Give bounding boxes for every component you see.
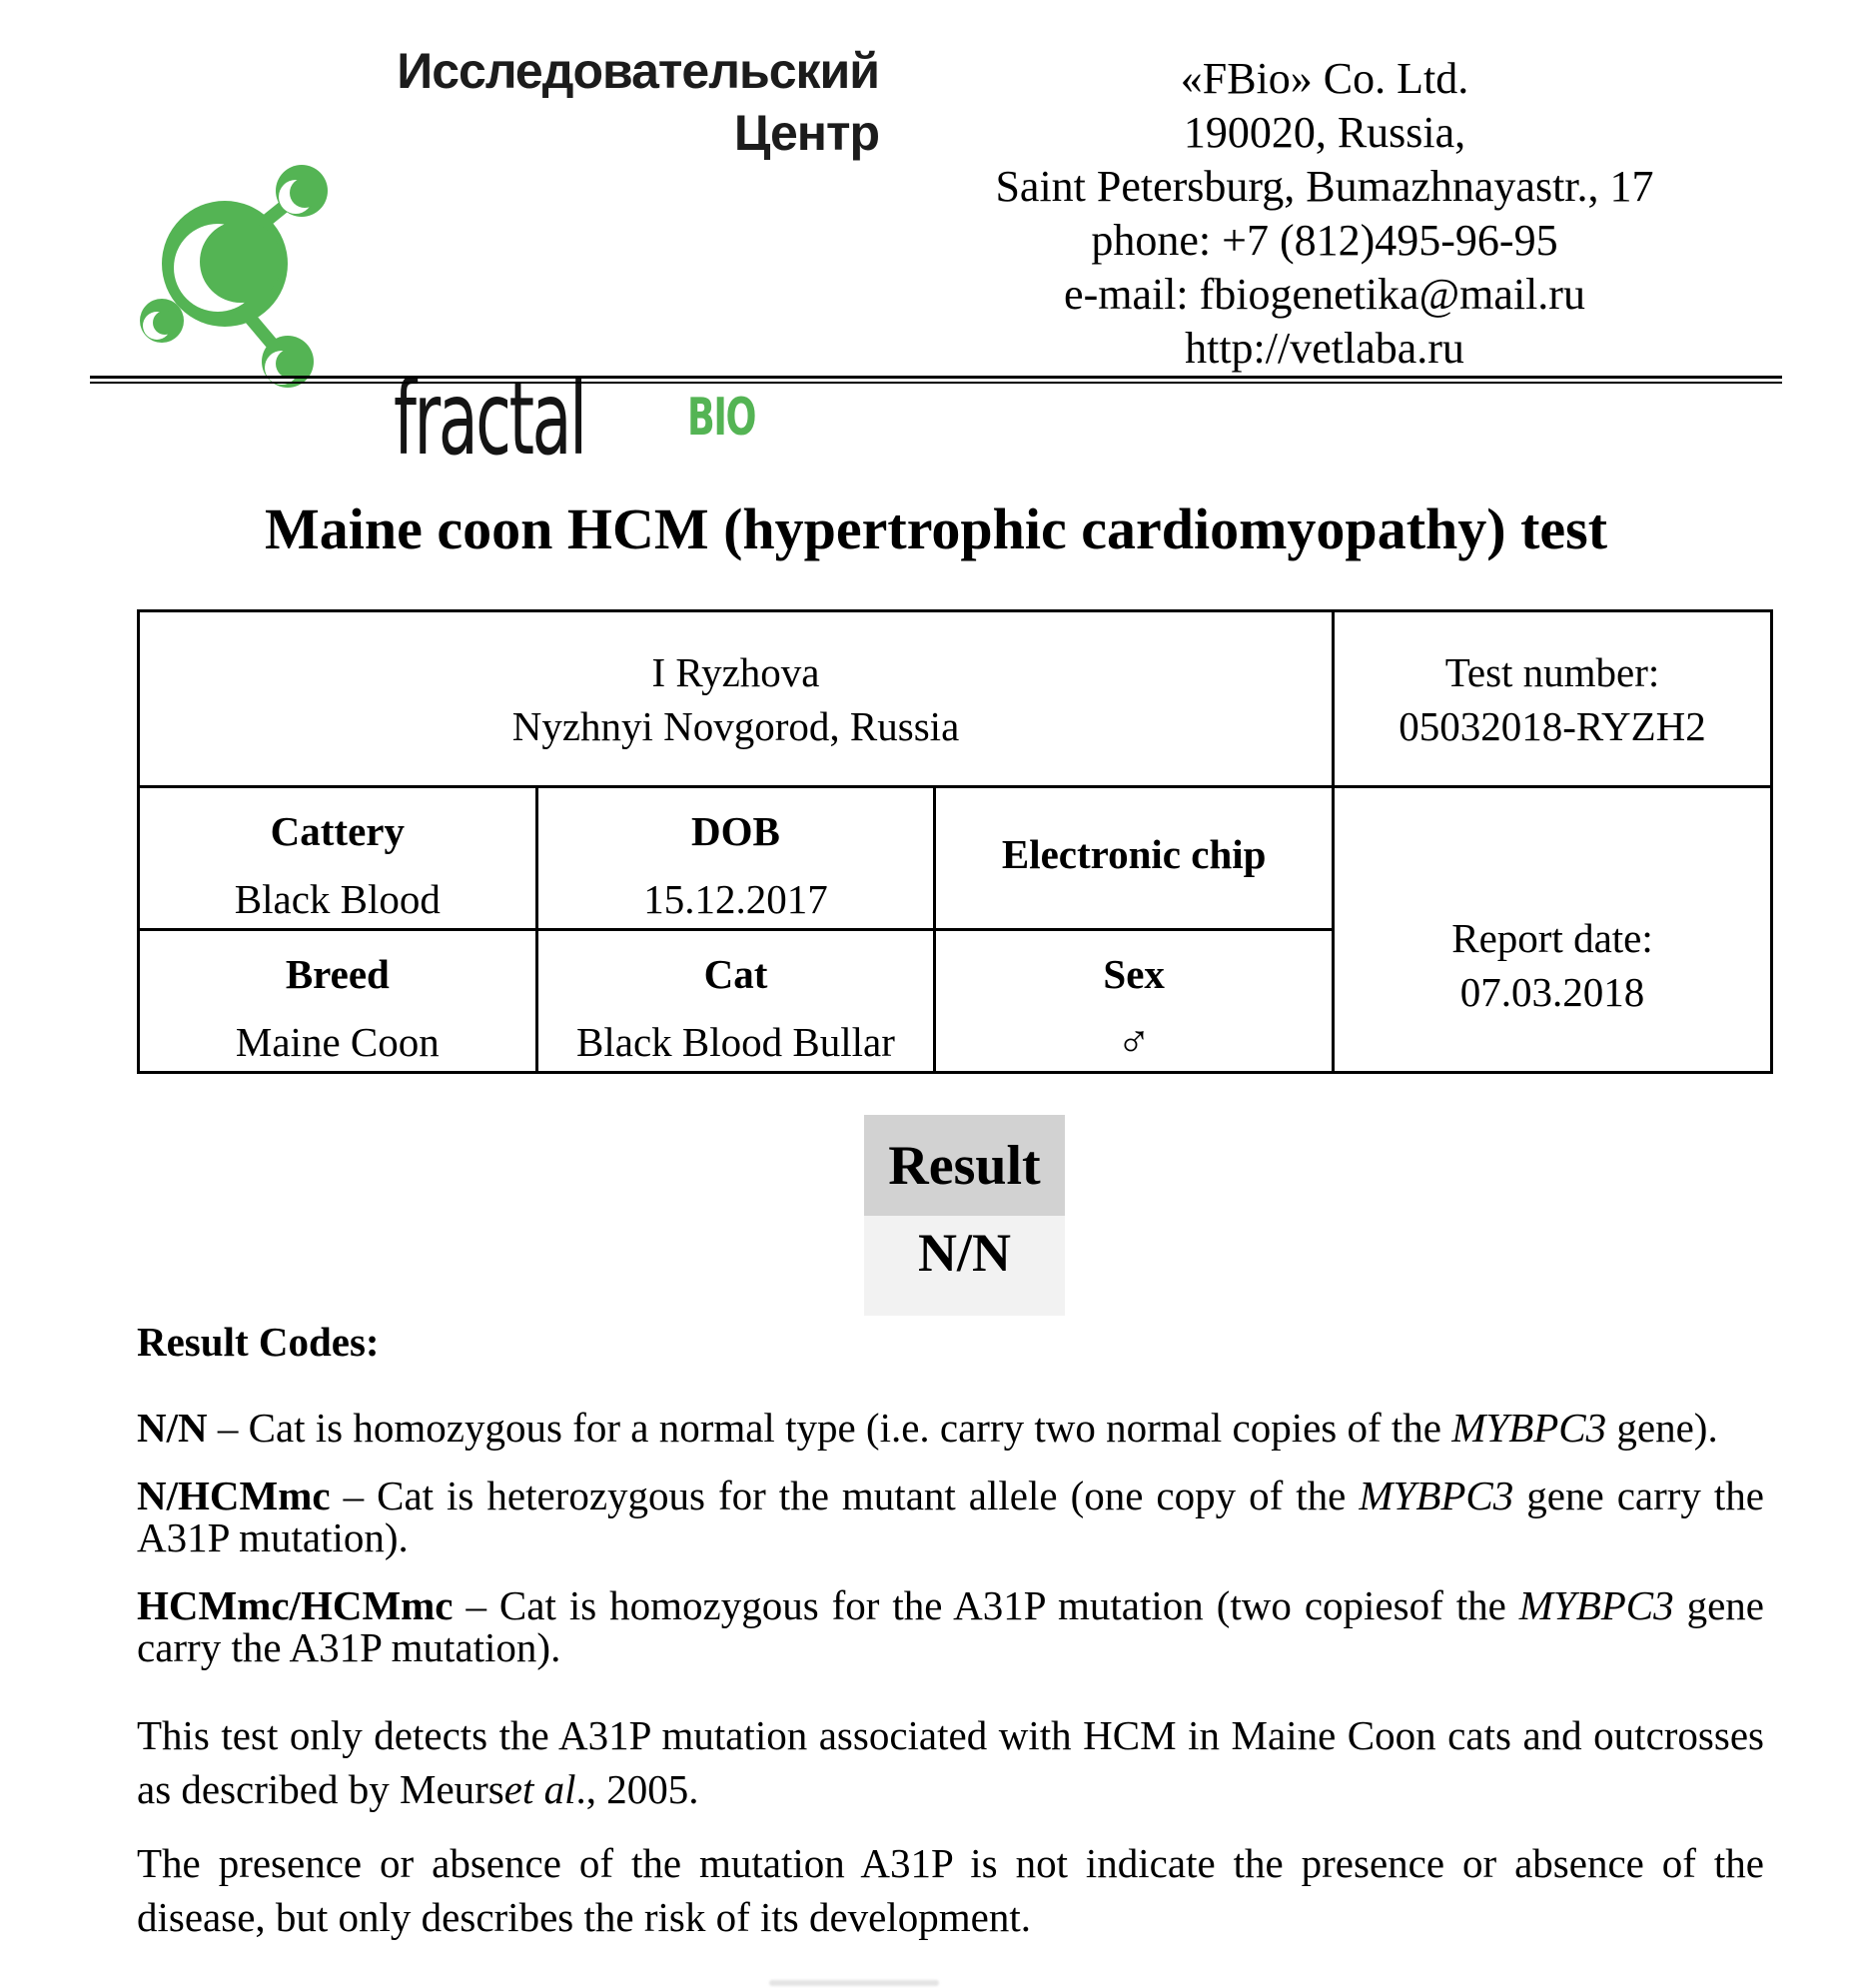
chip-cell	[935, 787, 1334, 930]
code-hcmmc: HCMmc/HCMmc	[137, 1582, 454, 1628]
chip-label: Electronic chip	[1001, 831, 1267, 877]
test-number-label: Test number:	[1444, 648, 1660, 695]
sex-label: Sex	[1103, 951, 1165, 997]
owner-city: Nyzhnyi Novgorod, Russia	[511, 702, 960, 749]
note-detection-post: ., 2005.	[575, 1766, 699, 1812]
cat-value: Black Blood Bullar	[576, 1019, 895, 1065]
sex-cell	[935, 930, 1334, 1073]
cattery-label: Cattery	[270, 808, 405, 854]
male-symbol: ♂	[1116, 1016, 1152, 1067]
breed-cell	[139, 930, 537, 1073]
org-name-line2: Центр	[733, 105, 879, 161]
notes-block	[137, 1708, 1764, 1944]
breed-value: Maine Coon	[235, 1019, 440, 1065]
cattery-cell	[139, 787, 537, 930]
code-nn-text: Cat is homozygous for a normal type (i.e. carry two normal copies of the	[248, 1405, 1452, 1451]
code-hcmmc-post: gene carry the A31P mutation).	[137, 1582, 1765, 1670]
breed-label: Breed	[285, 951, 390, 997]
dob-label: DOB	[691, 808, 780, 854]
report-date-value: 07.03.2018	[1459, 968, 1645, 1015]
contact-postcode: 190020, Russia,	[1183, 108, 1466, 157]
dob-cell	[536, 787, 935, 930]
result-box	[864, 1115, 1065, 1316]
code-nhcmmc-dash: –	[330, 1473, 378, 1518]
code-item-hcmmc	[137, 1584, 1764, 1668]
org-name	[0, 40, 879, 164]
dob-value: 15.12.2017	[643, 876, 828, 922]
owner-name: I Ryzhova	[651, 648, 820, 695]
result-value: N/N	[864, 1216, 1065, 1316]
molecule-icon	[108, 148, 348, 388]
page-title: Maine coon HCM (hypertrophic cardiomyopathy) test	[264, 497, 1608, 561]
table-row-cattery	[139, 787, 1772, 930]
note-detection-text: This test only detects the A31P mutation associated with HCM in Maine Coon cats and outcrosses as described by Meurs	[137, 1712, 1764, 1812]
logo-sup: BIO	[687, 388, 756, 448]
scan-artifact	[769, 1980, 939, 1986]
report-date-label: Report date:	[1451, 914, 1653, 961]
owner-cell	[139, 611, 1334, 787]
code-nhcmmc: N/HCMmc	[137, 1473, 331, 1518]
code-nhcmmc-gene: MYBPC3	[1359, 1473, 1514, 1518]
fractalbio-logo	[108, 148, 756, 479]
code-hcmmc-gene: MYBPC3	[1518, 1582, 1674, 1628]
cattery-value: Black Blood	[234, 876, 441, 922]
test-number-value: 05032018-RYZH2	[1399, 702, 1706, 749]
code-nhcmmc-post: gene carry the A31P mutation).	[137, 1473, 1765, 1560]
contact-block	[865, 52, 1784, 376]
note-disclaimer: The presence or absence of the mutation A31P is not indicate the presence or absence of the disease, but only describes the risk of its development.	[137, 1840, 1764, 1940]
note-detection-etal: et al	[503, 1766, 576, 1812]
note-detection	[137, 1708, 1764, 1816]
code-nn-gene: MYBPC3	[1451, 1405, 1607, 1451]
test-number-cell	[1334, 611, 1772, 787]
report-date-cell	[1334, 787, 1772, 1073]
contact-address: Saint Petersburg, Bumazhnayastr., 17	[995, 162, 1654, 211]
contact-phone: phone: +7 (812)495-96-95	[1091, 216, 1558, 265]
code-item-nhcmmc	[137, 1475, 1764, 1558]
cat-label: Cat	[703, 951, 768, 997]
contact-website: http://vetlaba.ru	[1185, 324, 1464, 373]
code-hcmmc-dash: –	[453, 1582, 499, 1628]
logo-word: fractal	[394, 360, 585, 479]
result-header: Result	[864, 1115, 1065, 1216]
code-hcmmc-text: Cat is homozygous for the A31P mutation (two copiesof the	[498, 1582, 1519, 1628]
code-nn-dash: –	[207, 1405, 249, 1451]
code-nn-post: gene).	[1606, 1405, 1718, 1451]
info-table	[137, 609, 1773, 1074]
org-name-line1: Исследовательский	[397, 43, 879, 99]
code-nn: N/N	[137, 1405, 208, 1451]
table-row-owner	[139, 611, 1772, 787]
cat-cell	[536, 930, 935, 1073]
result-codes-heading: Result Codes:	[137, 1319, 380, 1365]
header-divider	[90, 376, 1782, 384]
code-nhcmmc-text: Cat is heterozygous for the mutant allele (one copy of the	[377, 1473, 1360, 1518]
result-codes-section	[137, 1321, 1764, 1964]
contact-email: e-mail: fbiogenetika@mail.ru	[1064, 270, 1585, 319]
logo-wordmark	[394, 360, 756, 479]
code-item-nn	[137, 1407, 1764, 1449]
contact-company: «FBio» Co. Ltd.	[1180, 54, 1469, 103]
